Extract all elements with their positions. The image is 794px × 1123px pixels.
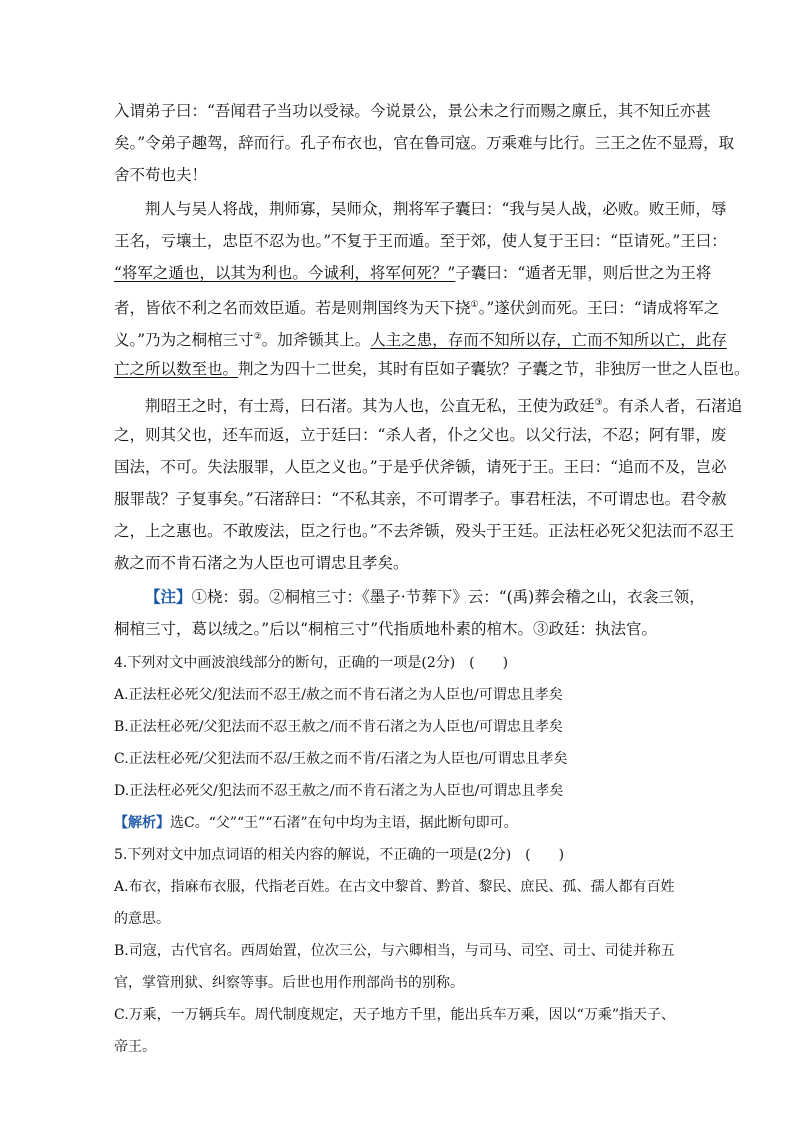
passage-text: 义。”乃为之桐棺三寸 (114, 331, 254, 350)
passage-line (114, 359, 750, 379)
passage-text: 。有杀人者，石渚追 (602, 397, 743, 416)
option-c: C.正法枉必死/父犯法而不忍/王赦之而不肯/石渚之为人臣也/可谓忠且孝矣 (114, 751, 568, 767)
passage-line: 入谓弟子曰：“吾闻君子当功以受禄。今说景公，景公未之行而赐之廪丘，其不知丘亦甚 (114, 102, 711, 120)
option-b: B.司寇，古代官名。西周始置，位次三公，与六卿相当，与司马、司空、司士、司徒并称五 (114, 943, 675, 959)
passage-line (145, 393, 742, 416)
passage-text: 者，皆依不利之名而效臣遁。若是则荆国终为天下挠 (114, 299, 471, 318)
underlined-sentence: 亡之所以数至也。 (114, 360, 239, 378)
option-b-cont: 官，掌管刑狱、纠察等事。后世也用作刑部尚书的别称。 (114, 975, 464, 991)
passage-text: 荆之为四十二世矣，其时有臣如子囊欤？子囊之节，非独厉一世之人臣也。 (238, 360, 750, 378)
note-marker: ③ (594, 398, 603, 408)
note-marker: ① (470, 300, 479, 310)
passage-line: 荆人与吴人将战，荆师寡，吴师众，荆将军子囊曰：“我与吴人战，必败。败王师，辱 (145, 200, 727, 218)
analysis-text: 选C。“父”“王”“石渚”在句中均为主语，据此断句即可。 (170, 815, 518, 831)
question-stem: 5.下列对文中加点词语的相关内容的解说，不正确的一项是(2分) ( ) (114, 847, 565, 863)
passage-line: 之，上之惠也。不敢废法，臣之行也。”不去斧锧，殁头于王廷。正法枉必死父犯法而不忍王 (114, 522, 735, 540)
option-a: A.布衣，指麻布衣服，代指老百姓。在古文中黎首、黔首、黎民、庶民、孤、孺人都有百姓 (114, 879, 675, 895)
note-line (145, 587, 705, 607)
passage-text: 。加斧锧其上。 (261, 331, 371, 350)
passage-line (114, 295, 719, 318)
note-marker: ② (253, 332, 262, 342)
passage-text: 子囊曰：“遁者无罪，则后世之为王将 (455, 264, 712, 282)
passage-line (114, 327, 727, 350)
passage-line: 舍不苟也夫！ (114, 166, 208, 184)
option-a-cont: 的意思。 (114, 911, 170, 927)
passage-line: 王名，亏壤土，忠臣不忍为也。”不复于王而遁。至于郊，使人复于王曰：“臣请死。”王曰： (114, 232, 727, 250)
underlined-sentence: “将军之遁也，以其为利也。今诚利，将军何死？” (114, 264, 456, 282)
passage-line: 服罪哉？子复事矣。”石渚辞曰：“不私其亲，不可谓孝子。事君枉法，不可谓忠也。君令赦 (114, 490, 727, 508)
option-a: A.正法枉必死父/犯法而不忍王/赦之而不肯石渚之为人臣也/可谓忠且孝矣 (114, 687, 563, 703)
passage-line (114, 263, 711, 283)
passage-line: 之，则其父也，还车而返，立于廷曰：“杀人者，仆之父也。以父行法，不忍；阿有罪，废 (114, 426, 727, 444)
note-text: ①桡：弱。②桐棺三寸：《墨子·节葬下》云：“(禹)葬会稽之山，衣衾三领， (191, 588, 705, 606)
passage-text: 荆昭王之时，有士焉，曰石渚。其为人也，公直无私，王使为政廷 (145, 397, 595, 416)
option-d: D.正法枉必死父/犯法而不忍王赦之/而不肯石渚之为人臣也/可谓忠且孝矣 (114, 783, 564, 799)
analysis-tag: 【解析】 (114, 815, 170, 831)
note-line: 桐棺三寸，葛以绒之。”后以“桐棺三寸”代指质地朴素的棺木。③政廷：执法官。 (114, 620, 658, 638)
analysis-line (114, 813, 518, 833)
passage-line: 赦之而不肯石渚之为人臣也可谓忠且孝矣。 (114, 554, 409, 572)
option-b: B.正法枉必死/父犯法而不忍王赦之/而不肯石渚之为人臣也/可谓忠且孝矣 (114, 719, 563, 735)
passage-text: 。”遂伏剑而死。王曰：“请成将军之 (478, 299, 720, 318)
note-tag: 【注】 (145, 587, 192, 606)
underlined-sentence: 人主之患，存而不知所以存，亡而不知所以亡，此存 (370, 331, 727, 350)
passage-line: 国法，不可。失法服罪，人臣之义也。”于是乎伏斧锧，请死于王。王曰：“追而不及，岂必 (114, 458, 727, 476)
option-c: C.万乘，一万辆兵车。周代制度规定，天子地方千里，能出兵车万乘，因以“万乘”指天子、 (114, 1007, 675, 1023)
passage-line: 矣。”令弟子趣驾，辞而行。孔子布衣也，官在鲁司寇。万乘难与比行。三王之佐不显焉，取 (114, 134, 735, 152)
option-c-cont: 帝王。 (114, 1039, 156, 1055)
question-stem: 4.下列对文中画波浪线部分的断句，正确的一项是(2分) ( ) (114, 655, 509, 671)
